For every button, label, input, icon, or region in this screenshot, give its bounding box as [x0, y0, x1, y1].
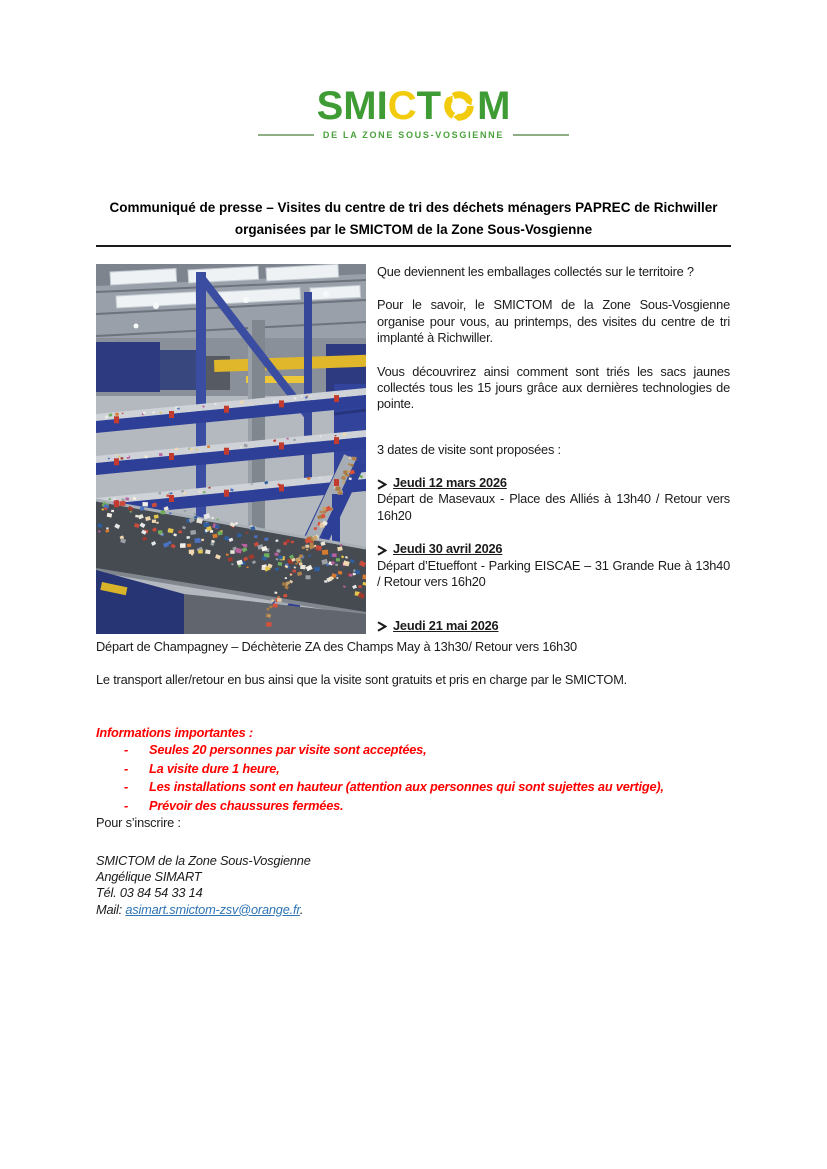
date-details-1: Départ de Masevaux - Place des Alliés à 13h40 / Retour vers 16h20 — [377, 491, 730, 523]
dash-bullet: - — [124, 742, 129, 758]
date-heading-2: Jeudi 30 avril 2026 — [377, 541, 730, 557]
intro-paragraph-2: Vous découvrirez ainsi comment sont triés les sacs jaunes collectés tous les 15 jours grâce aux dernières technologies de pointe. — [377, 363, 730, 412]
logo-letter: S — [316, 84, 344, 128]
press-release-title: Communiqué de presse – Visites du centre de tri des déchets ménagers PAPREC de Richwiller organisées par le SMICTOM de la Zone Sous-Vosgienne — [96, 197, 731, 247]
intro-column — [377, 264, 730, 634]
logo-letter: I — [376, 84, 388, 128]
date-details-3: Départ de Champagney – Déchèterie ZA des Champs May à 13h30/ Retour vers 16h30 — [96, 639, 577, 654]
smictom-logo — [0, 86, 827, 140]
dash-bullet: - — [124, 760, 129, 776]
dash-bullet: - — [124, 779, 129, 795]
logo-letter: T — [416, 84, 442, 128]
right-arrowhead-icon — [377, 544, 387, 555]
tagline-rule-right — [513, 134, 569, 136]
important-item: - Prévoir des chaussures fermées. — [96, 797, 731, 816]
tagline-rule-left — [258, 134, 314, 136]
contact-mail-line — [96, 902, 731, 918]
contact-phone: Tél. 03 84 54 33 14 — [96, 885, 203, 901]
logo-letter: M — [477, 84, 511, 128]
recycle-icon — [442, 89, 476, 123]
logo-wordmark — [317, 86, 511, 126]
logo-letter: C — [387, 84, 417, 128]
mail-label: Mail: — [96, 901, 123, 917]
dates-intro: 3 dates de visite sont proposées : — [377, 441, 561, 457]
contact-org: SMICTOM de la Zone Sous-Vosgienne — [96, 852, 311, 868]
important-item: - Les installations sont en hauteur (attention aux personnes qui sont sujettes au vertige), — [96, 778, 731, 797]
important-item: - La visite dure 1 heure, — [96, 760, 731, 779]
lower-content — [96, 639, 731, 918]
date-details-2: Départ d’Etueffont - Parking EISCAE – 31 Grande Rue à 13h40 / Retour vers 16h20 — [377, 557, 730, 589]
signup-heading: Pour s’inscrire : — [96, 815, 181, 831]
date-heading-1: Jeudi 12 mars 2026 — [377, 475, 730, 491]
dash-bullet: - — [124, 797, 129, 813]
logo-tagline — [0, 130, 827, 140]
important-item: - Seules 20 personnes par visite sont acceptées, — [96, 741, 731, 760]
right-arrowhead-icon — [377, 478, 387, 489]
transport-note: Le transport aller/retour en bus ainsi que la visite sont gratuits et pris en charge par le SMICTOM. — [96, 672, 628, 688]
date-heading-3: Jeudi 21 mai 2026 — [377, 618, 730, 634]
tagline-text: DE LA ZONE SOUS-VOSGIENNE — [322, 130, 505, 140]
important-heading: Informations importantes : — [96, 724, 253, 740]
intro-question: Que deviennent les emballages collectés sur le territoire ? — [377, 264, 694, 279]
sorting-center-photo — [96, 264, 366, 634]
intro-paragraph-1: Pour le savoir, le SMICTOM de la Zone Sous-Vosgienne organise pour vous, au printemps, des visites du centre de tri implanté à Richwiller. — [377, 297, 730, 346]
important-info-block — [96, 725, 731, 816]
logo-letter: M — [343, 84, 377, 128]
mail-suffix: . — [299, 901, 304, 917]
right-arrowhead-icon — [377, 620, 387, 631]
contact-name: Angélique SIMART — [96, 869, 202, 885]
email-link[interactable]: asimart.smictom-zsv@orange.fr — [125, 901, 300, 917]
main-content — [96, 264, 731, 918]
